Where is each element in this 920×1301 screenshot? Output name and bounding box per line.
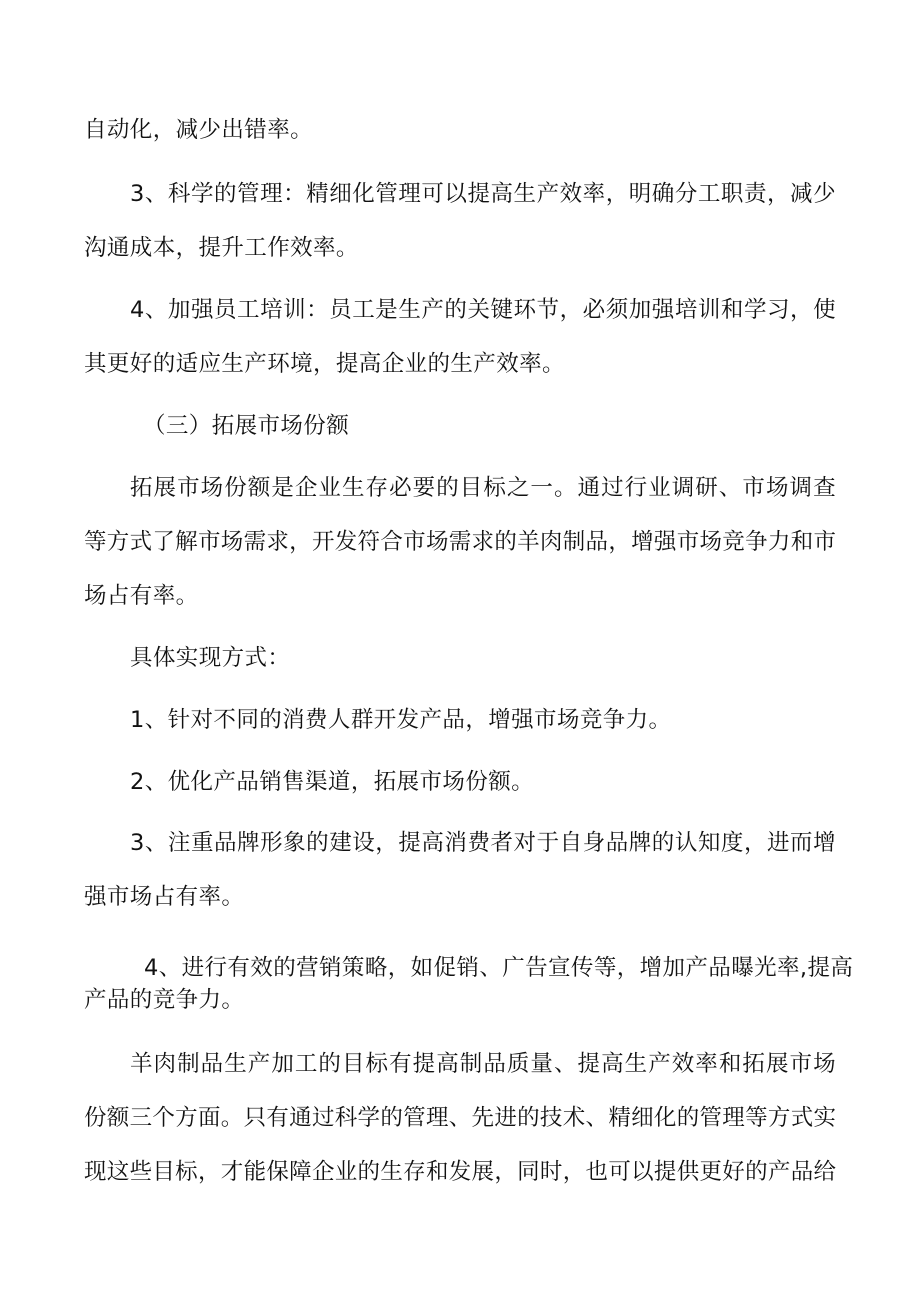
text-line: 具体实现方式： — [130, 645, 291, 671]
section-heading: （三）拓展市场份额 — [143, 413, 350, 439]
text-line: 产品的竞争力。 — [84, 987, 245, 1013]
text-line: 等方式了解市场需求，开发符合市场需求的羊肉制品，增强市场竞争力和市 — [84, 529, 836, 555]
text-line: 场占有率。 — [84, 583, 199, 609]
text-line: 自动化，减少出错率。 — [84, 117, 314, 143]
text-line: 3、注重品牌形象的建设，提高消费者对于自身品牌的认知度，进而增 — [130, 830, 836, 856]
text-line: 羊肉制品生产加工的目标有提高制品质量、提高生产效率和拓展市场 — [130, 1051, 836, 1077]
text-line: 强市场占有率。 — [84, 884, 245, 910]
text-line: 4、加强员工培训：员工是生产的关键环节，必须加强培训和学习，使 — [130, 297, 836, 323]
text-line: 其更好的适应生产环境，提高企业的生产效率。 — [84, 351, 565, 377]
text-line: 2、优化产品销售渠道，拓展市场份额。 — [130, 769, 535, 795]
text-line: 沟通成本，提升工作效率。 — [84, 235, 359, 261]
text-line: 4、进行有效的营销策略，如促销、广告宣传等，增加产品曝光率,提高 — [144, 955, 854, 981]
text-line: 份额三个方面。只有通过科学的管理、先进的技术、精细化的管理等方式实 — [84, 1105, 836, 1131]
text-line: 3、科学的管理：精细化管理可以提高生产效率，明确分工职责，减少 — [130, 181, 836, 207]
text-line: 拓展市场份额是企业生存必要的目标之一。通过行业调研、市场调查 — [130, 475, 836, 501]
text-line: 1、针对不同的消费人群开发产品，增强市场竞争力。 — [130, 707, 672, 733]
text-line: 现这些目标，才能保障企业的生存和发展，同时，也可以提供更好的产品给 — [84, 1159, 836, 1185]
